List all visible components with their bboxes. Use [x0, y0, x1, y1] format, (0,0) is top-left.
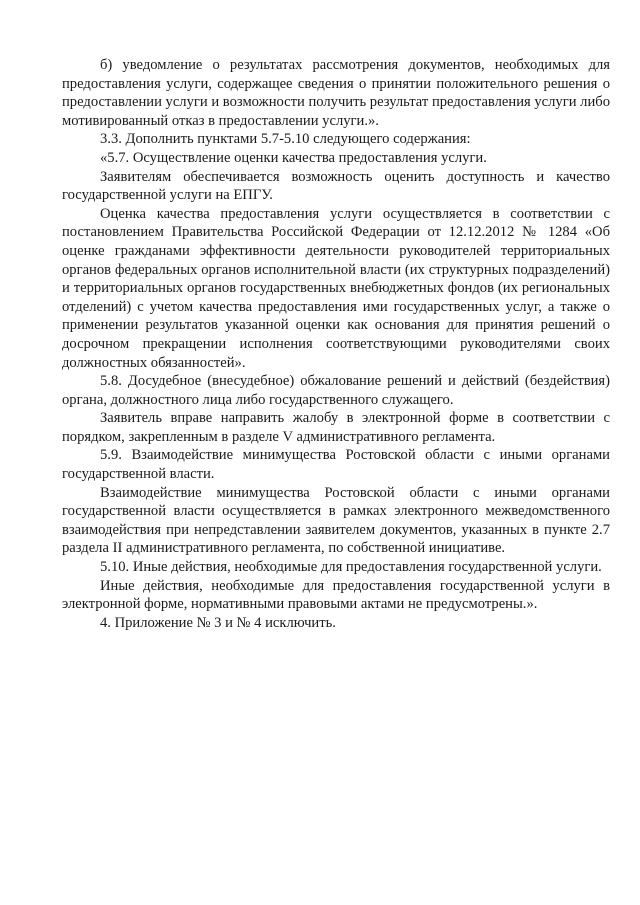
paragraph-5-9-heading: 5.9. Взаимодействие минимущества Ростовской области с иными органами государственной власти.: [62, 447, 610, 483]
paragraph-5-9-interaction: Взаимодействие минимущества Ростовской области с иными органами государственной власти осуществляется в рамках электронного межведомственного взаимодействия при непредставлении заявителем документов, указанных в пункте 2.7 раздела II административного регламента, по собственной инициативе.: [62, 484, 610, 557]
paragraph-5-7-heading: «5.7. Осуществление оценки качества предоставления услуги.: [100, 149, 487, 166]
paragraph-5-8-complaint: Заявитель вправе направить жалобу в электронной форме в соответствии с порядком, закрепленным в разделе V административного регламента.: [62, 410, 610, 445]
document-body: [62, 56, 610, 632]
paragraph-5-7-epgu: Заявителям обеспечивается возможность оценить доступность и качество государственной услуги на ЕПГУ.: [62, 168, 610, 204]
paragraph-3-3: 3.3. Дополнить пунктами 5.7-5.10 следующего содержания:: [100, 131, 471, 148]
paragraph-5-10-other-actions: Иные действия, необходимые для предоставления государственной услуги в электронной форме, нормативными правовыми актами не предусмотрены.».: [62, 577, 610, 613]
paragraph-5-7-quality-assessment: Оценка качества предоставления услуги осуществляется в соответствии с постановлением Правительства Российской Федерации от 12.12.2012 № 1284 «Об оценке гражданами эффективности деятельности руководителей территориальных органов федеральных органов исполнительной власти (их структурных подразделений) и территориальных органов государственных внебюджетных фондов (их региональных отделений) с учетом качества предоставления ими государственных услуг, а также о применении результатов указанной оценки как основания для принятия решений о досрочном прекращении исполнения соответствующими руководителями своих должностных обязанностей».: [62, 205, 610, 371]
paragraph-notification-b: б) уведомление о результатах рассмотрения документов, необходимых для предоставления услуги, содержащее сведения о принятии положительного решения о предоставлении услуги и возможности получить результат предоставления услуги либо мотивированный отказ в предоставлении услуги.».: [62, 57, 610, 129]
paragraph-4-appendix: 4. Приложение № 3 и № 4 исключить.: [100, 614, 336, 631]
paragraph-5-10-heading: 5.10. Иные действия, необходимые для предоставления государственной услуги.: [100, 559, 602, 576]
paragraph-5-8-heading: 5.8. Досудебное (внесудебное) обжалование решений и действий (бездействия) органа, должностного лица либо государственного служащего.: [62, 373, 610, 408]
